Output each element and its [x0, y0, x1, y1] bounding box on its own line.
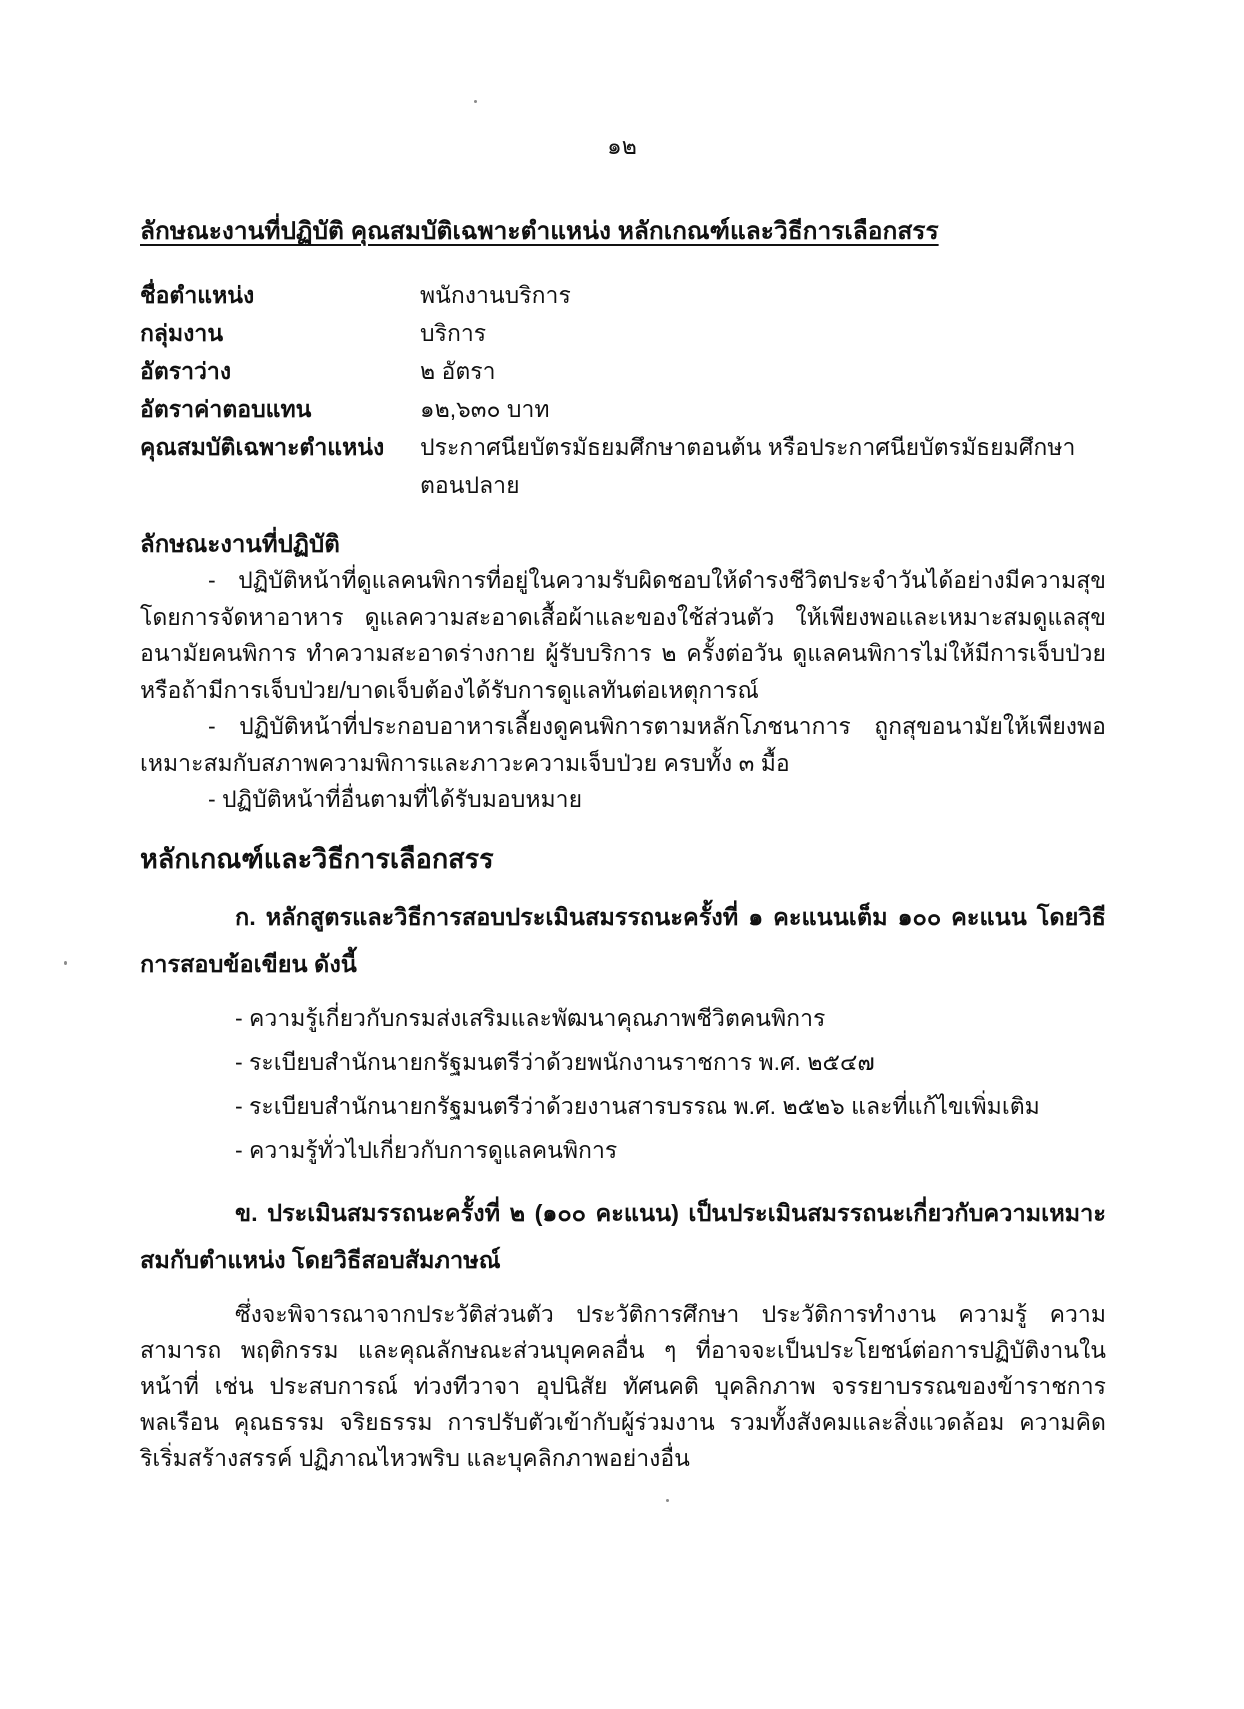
field-value: ๑๒,๖๓๐ บาท	[420, 396, 550, 422]
field-row-work-group	[140, 314, 1106, 352]
criteria-part-a: ก. หลักสูตรและวิธีการสอบประเมินสมรรถนะครั้งที่ ๑ คะแนนเต็ม ๑๐๐ คะแนน โดยวิธีการสอบข้อเขียน ดังนี้	[140, 903, 1106, 977]
field-label: อัตราค่าตอบแทน	[140, 396, 312, 422]
exam-topic-list	[140, 996, 1106, 1172]
duty-paragraph: - ปฏิบัติหน้าที่ดูแลคนพิการที่อยู่ในความรับผิดชอบให้ดำรงชีวิตประจำวันได้อย่างมีความสุข โดยการจัดหาอาหาร ดูแลความสะอาดเสื้อผ้าและของใช้ส่วนตัว ให้เพียงพอและเหมาะสมดูแลสุขอนามัยคนพิการ ทำความสะอาดร่างกาย ผู้รับบริการ ๒ ครั้งต่อวัน ดูแลคนพิการไม่ให้มีการเจ็บป่วยหรือถ้ามีการเจ็บป่วย/บาดเจ็บต้องได้รับการดูแลทันต่อเหตุการณ์	[140, 567, 1106, 703]
document-title: ลักษณะงานที่ปฏิบัติ คุณสมบัติเฉพาะตำแหน่ง หลักเกณฑ์และวิธีการเลือกสรร	[140, 218, 939, 245]
duty-paragraph: - ปฏิบัติหน้าที่ประกอบอาหารเลี้ยงดูคนพิการตามหลักโภชนาการ ถูกสุขอนามัยให้เพียงพอเหมาะสมกับสภาพความพิการและภาวะความเจ็บป่วย ครบทั้ง ๓ มื้อ	[140, 713, 1106, 776]
field-value: บริการ	[420, 320, 487, 346]
duty-paragraph: - ปฏิบัติหน้าที่อื่นตามที่ได้รับมอบหมาย	[208, 786, 583, 812]
field-row-compensation	[140, 390, 1106, 428]
scan-speck	[64, 961, 67, 965]
exam-topic-item: - ระเบียบสำนักนายกรัฐมนตรีว่าด้วยงานสารบรรณ พ.ศ. ๒๕๒๖ และที่แก้ไขเพิ่มเติม	[235, 1092, 1040, 1119]
criteria-part-b-detail: ซึ่งจะพิจารณาจากประวัติส่วนตัว ประวัติการศึกษา ประวัติการทำงาน ความรู้ ความสามารถ พฤติกรรม และคุณลักษณะส่วนบุคคลอื่น ๆ ที่อาจจะเป็นประโยชน์ต่อการปฏิบัติงานในหน้าที่ เช่น ประสบการณ์ ท่วงทีวาจา อุปนิสัย ทัศนคติ บุคลิกภาพ จรรยาบรรณของข้าราชการพลเรือน คุณธรรม จริยธรรม การปรับตัวเข้ากับผู้ร่วมงาน รวมทั้งสังคมและสิ่งแวดล้อม ความคิดริเริ่มสร้างสรรค์ ปฏิภาณไหวพริบ และบุคลิกภาพอย่างอื่น	[140, 1300, 1106, 1471]
duties-heading: ลักษณะงานที่ปฏิบัติ	[140, 531, 340, 558]
field-label: ชื่อตำแหน่ง	[140, 282, 255, 308]
field-label: อัตราว่าง	[140, 358, 232, 384]
exam-topic-item: - ความรู้ทั่วไปเกี่ยวกับการดูแลคนพิการ	[235, 1136, 618, 1163]
position-fields	[140, 276, 1106, 504]
criteria-heading: หลักเกณฑ์และวิธีการเลือกสรร	[140, 843, 494, 874]
exam-topic-item: - ระเบียบสำนักนายกรัฐมนตรีว่าด้วยพนักงานราชการ พ.ศ. ๒๕๔๗	[235, 1048, 875, 1075]
exam-topic-item: - ความรู้เกี่ยวกับกรมส่งเสริมและพัฒนาคุณภาพชีวิตคนพิการ	[235, 1004, 826, 1031]
field-label: กลุ่มงาน	[140, 320, 224, 346]
page-number: ๑๒	[607, 133, 637, 159]
scan-speck	[666, 1499, 669, 1502]
document-body	[140, 216, 1106, 1476]
field-row-qualifications	[140, 428, 1106, 504]
scan-speck	[474, 100, 477, 103]
criteria-part-b: ข. ประเมินสมรรถนะครั้งที่ ๒ (๑๐๐ คะแนน) เป็นประเมินสมรรถนะเกี่ยวกับความเหมาะสมกับตำแหน่ง โดยวิธีสอบสัมภาษณ์	[140, 1199, 1106, 1273]
field-value: พนักงานบริการ	[420, 282, 571, 308]
field-label: คุณสมบัติเฉพาะตำแหน่ง	[140, 434, 385, 460]
field-row-position-name	[140, 276, 1106, 314]
field-value: ประกาศนียบัตรมัธยมศึกษาตอนต้น หรือประกาศนียบัตรมัธยมศึกษาตอนปลาย	[420, 434, 1076, 498]
field-value: ๒ อัตรา	[420, 358, 496, 384]
field-row-vacancies	[140, 352, 1106, 390]
